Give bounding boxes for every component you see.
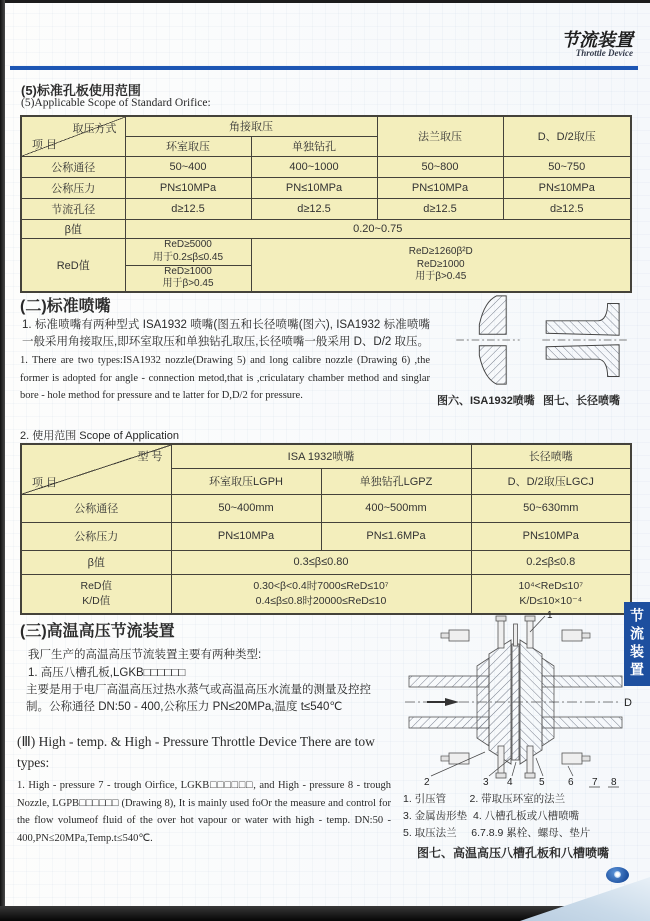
figure7-caption: 图七、高温高压八槽孔板和八槽喷嘴	[417, 846, 610, 860]
cell-red-merged	[251, 238, 631, 292]
col-lgpz: 单独钻孔LGPZ	[321, 468, 471, 494]
orifice-scope-table	[20, 115, 632, 293]
figure6-caption: 图六、ISA1932喷嘴	[437, 395, 535, 407]
part-label: 3	[483, 777, 489, 788]
section3-line1: 我厂生产的高温高压节流装置主要有两种类型:	[28, 649, 262, 661]
part-label: 4	[507, 777, 513, 788]
nozzle-paragraph-cn: 1. 标准喷嘴有两种型式 ISA1932 喷嘴(图五和长径喷嘴(图六), ISA1932 标准喷嘴一般采用角接取压,即环室取压和单独钻孔取压,长径喷嘴一般采用 D、D/2 取压。	[22, 319, 430, 348]
cell: PN≤10MPa	[251, 177, 377, 198]
section5-heading-cn: (5)标准孔板使用范围	[21, 83, 141, 98]
row-label: 公称压力	[21, 177, 125, 198]
kd-value: K/D≤10×10⁻⁴	[519, 594, 583, 607]
table-row	[21, 156, 631, 177]
legend-line: 5. 取压法兰 6.7.8.9 累栓、螺母、垫片	[403, 827, 591, 839]
throttle-device-drawing	[397, 606, 634, 788]
page-title: 节流装置	[561, 30, 633, 50]
cell: PN≤10MPa	[377, 177, 503, 198]
red-line: ReD≥1000	[416, 258, 465, 270]
section3-paragraph-en: 1. High - pressure 7 - trough Oirfice, LGKB□□□□□□, and High - pressure 8 - trough Nozzle, LGPB□□□□□□ (Drawing 8), It is mainly used foOr the measure and control for the flow volumeof fluid of the over hot vapour or water with high - temp. DN:50 - 400,PN≤20MPa,Temp.t≤540℃.	[17, 780, 391, 844]
row-label: 节流孔径	[21, 198, 125, 219]
cell: PN≤10MPa	[171, 522, 321, 550]
cell: d≥12.5	[251, 198, 377, 219]
kd-value: 0.4≤β≤0.8时20000≤ReD≤10	[255, 594, 387, 607]
section5-heading-en: (5)Applicable Scope of Standard Orifice:	[21, 97, 211, 109]
figure7-legend	[403, 791, 590, 842]
table-row	[21, 116, 631, 136]
page-subtitle: Throttle Device	[575, 48, 633, 58]
red-value: 0.30<β<0.4时7000≤ReD≤10⁷	[253, 579, 389, 592]
red-line: ReD≥1260β²D	[408, 246, 473, 257]
scan-edge-left	[0, 0, 5, 921]
cell: 50~400mm	[171, 494, 321, 522]
cell: PN≤1.6MPa	[321, 522, 471, 550]
cell: d≥12.5	[503, 198, 631, 219]
table-row	[21, 219, 631, 238]
section3-heading-cn: (三)高温高压节流装置	[20, 623, 175, 640]
cell: PN≤10MPa	[125, 177, 251, 198]
part-label: 1	[547, 610, 553, 621]
table-row	[21, 238, 631, 265]
isa1932-nozzle-figure	[447, 292, 527, 388]
col-group-isa: ISA 1932喷嘴	[171, 444, 471, 468]
part-label: 6	[568, 777, 574, 788]
kd-label: K/D值	[82, 594, 111, 607]
row-label: β值	[21, 550, 171, 574]
row-label: ReD值	[21, 238, 125, 292]
red-line: 用于β>0.45	[415, 271, 467, 282]
red-line: ReD≥5000	[164, 239, 212, 250]
row-label: 公称通径	[21, 494, 171, 522]
corner-top-label: 型 号	[137, 451, 163, 463]
cell: PN≤10MPa	[471, 522, 631, 550]
part-label: 2	[424, 777, 430, 788]
section-nozzle-heading: (二)标准喷嘴	[20, 298, 111, 315]
part-label: 7	[592, 777, 598, 788]
header-rule	[10, 66, 638, 70]
cell: 50~400	[125, 156, 251, 177]
cell-red-ring-low	[125, 265, 251, 292]
col-flange: 法兰取压	[377, 116, 503, 156]
table-row	[21, 177, 631, 198]
red-label: ReD值	[80, 579, 112, 592]
row-label: β值	[21, 219, 125, 238]
cell: d≥12.5	[125, 198, 251, 219]
diameter-label: D	[624, 697, 632, 709]
cell: 50~800	[377, 156, 503, 177]
cell-beta-isa: 0.3≤β≤0.80	[171, 550, 471, 574]
col-ring: 环室取压	[125, 136, 251, 156]
figure7-nozzle-caption: 图七、长径喷嘴	[543, 395, 620, 407]
corner-top-label: 取压方式	[72, 123, 117, 135]
red-line: ReD≥1000	[164, 265, 212, 277]
section3-heading-en: (Ⅲ) High - temp. & High - Pressure Throttle Device There are tow types:	[17, 734, 375, 770]
cell: 50~750	[503, 156, 631, 177]
part-label: 8	[611, 777, 617, 788]
nozzle-paragraph-en: 1. There are two types:ISA1932 nozzle(Drawing 5) and long calibre nozzle (Drawing 6) ,the former is adopted for angle - connection metod,that is ,criculatary chamber method and singlar bore - hole method for pressure and te latter for D,D/2 for pressure.	[20, 355, 430, 401]
col-lgcj: D、D/2取压LGCJ	[471, 468, 631, 494]
nozzle-scope-table	[20, 443, 632, 615]
col-group-long: 长径喷嘴	[471, 444, 631, 468]
corner-cell	[21, 444, 171, 494]
part-label: 5	[539, 777, 545, 788]
section3-line3: 主要是用于电厂高温高压过热水蒸气或高温高压水流量的测量及控控制。公称通径 DN:50 - 400,公称压力 PN≤20MPa,温度 t≤540℃	[26, 684, 371, 713]
long-radius-nozzle-figure	[540, 292, 632, 388]
cell: 50~630mm	[471, 494, 631, 522]
table-row	[21, 522, 631, 550]
corner-cell	[21, 116, 125, 156]
cell: 400~500mm	[321, 494, 471, 522]
col-group-angle: 角接取压	[125, 116, 377, 136]
red-line: 用于β>0.45	[162, 278, 214, 290]
cell: PN≤10MPa	[503, 177, 631, 198]
scope-heading: 2. 使用范围 Scope of Application	[20, 430, 179, 442]
row-label: 公称压力	[21, 522, 171, 550]
row-label-red-kd	[21, 574, 171, 614]
table-row	[21, 550, 631, 574]
red-line: 用于0.2≤β≤0.45	[152, 251, 224, 263]
legend-line: 1. 引压管 2. 带取压环室的法兰	[403, 793, 566, 805]
col-dd2: D、D/2取压	[503, 116, 631, 156]
table-row	[21, 444, 631, 468]
chapter-side-tab: 节流装置	[624, 602, 650, 686]
corner-bottom-label: 项 目	[32, 138, 58, 151]
cell-red-ring-high	[125, 238, 251, 265]
table-row	[21, 494, 631, 522]
red-value: 10⁴<ReD≤10⁷	[518, 579, 584, 592]
table-row	[21, 198, 631, 219]
row-label: 公称通径	[21, 156, 125, 177]
cell: d≥12.5	[377, 198, 503, 219]
cell-beta-merged: 0.20~0.75	[125, 219, 631, 238]
cell-beta-long: 0.2≤β≤0.8	[471, 550, 631, 574]
page-number-badge	[606, 867, 629, 883]
cell: 400~1000	[251, 156, 377, 177]
scan-edge-top	[0, 0, 650, 3]
col-lgph: 环室取压LGPH	[171, 468, 321, 494]
legend-line: 3. 金属齿形垫 4. 八槽孔板或八槽喷嘴	[403, 810, 580, 822]
col-single: 单独钻孔	[251, 136, 377, 156]
corner-bottom-label: 项 目	[32, 476, 58, 489]
section3-line2: 1. 高压八槽孔板,LGKB□□□□□□	[28, 667, 186, 679]
